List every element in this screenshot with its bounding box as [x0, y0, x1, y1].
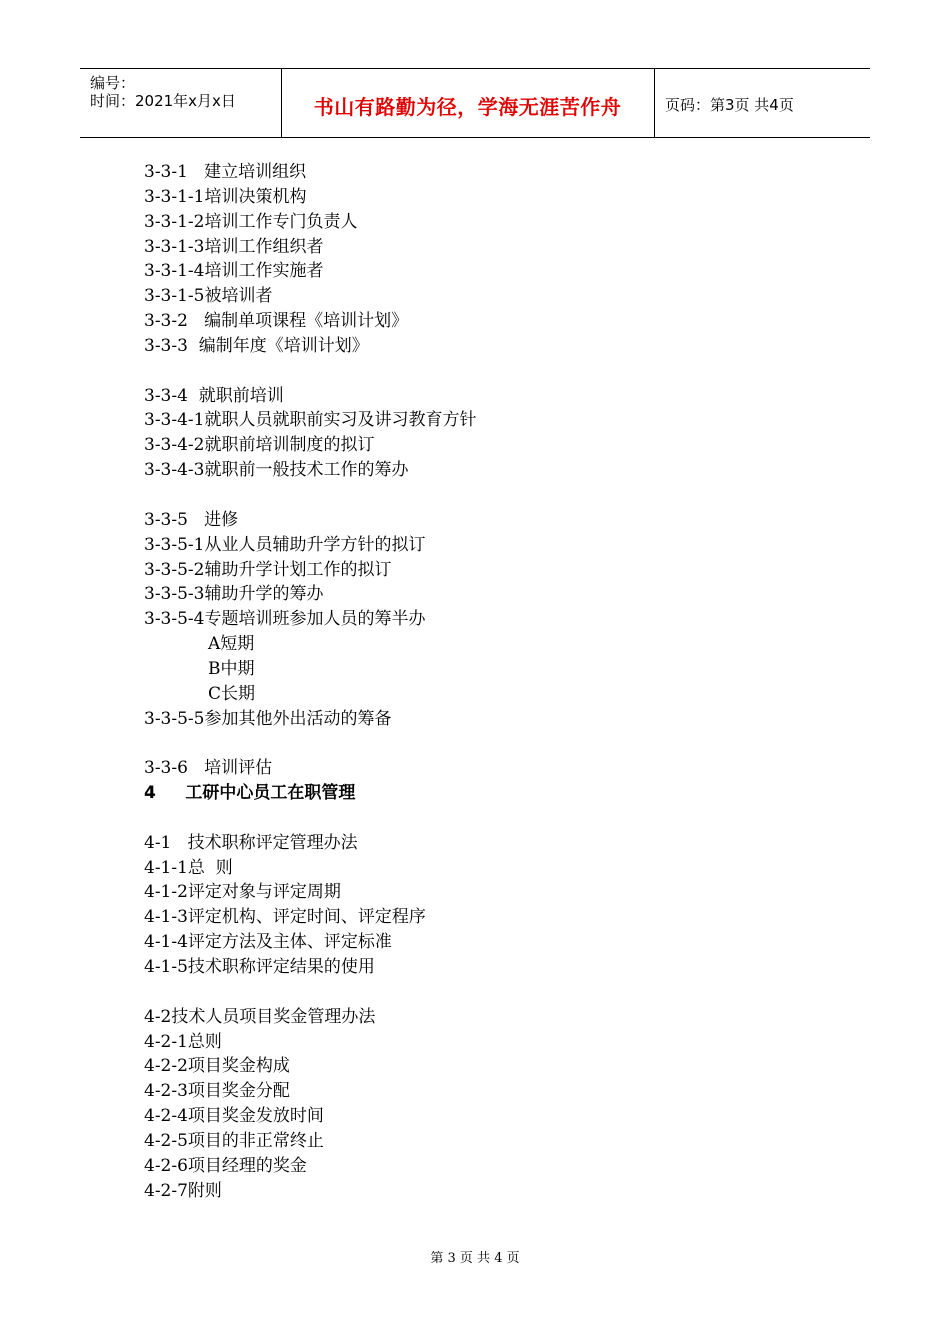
outline-item: 4-1-3评定机构、评定时间、评定程序: [144, 907, 426, 928]
outline-item: 3-3-4-2就职前培训制度的拟订: [144, 435, 375, 456]
outline-item: C长期: [208, 683, 256, 704]
outline-item: 3-3-4-1就职人员就职前实习及讲习教育方针: [144, 410, 477, 431]
outline-item: 4-2-2项目奖金构成: [144, 1056, 290, 1077]
outline-item: 3-3-1-3培训工作组织者: [144, 236, 324, 257]
outline-item: 4-1-2评定对象与评定周期: [144, 882, 341, 903]
blank-line: [144, 483, 864, 508]
outline-item: 4-1-1总 则: [144, 857, 233, 878]
outline-item: 3-3-5-1从业人员辅助升学方针的拟订: [144, 534, 426, 555]
outline-item: B中期: [208, 658, 255, 679]
outline-item: 3-3-5-3辅助升学的筹办: [144, 584, 324, 605]
outline-item: 3-3-1-2培训工作专门负责人: [144, 211, 358, 232]
outline-item: A短期: [208, 634, 255, 655]
document-body: [144, 160, 864, 1203]
blank-line: [144, 359, 864, 384]
outline-item: 4-2-6项目经理的奖金: [144, 1155, 307, 1176]
outline-item: 3-3-3 编制年度《培训计划》: [144, 335, 369, 356]
header-meta-cell: [80, 69, 282, 137]
outline-item: 3-3-5-4专题培训班参加人员的筹半办: [144, 609, 426, 630]
outline-item: 4-2-5项目的非正常终止: [144, 1130, 324, 1151]
outline-item: 3-3-5-5参加其他外出活动的筹备: [144, 708, 392, 729]
outline-item: 4-2-4项目奖金发放时间: [144, 1106, 324, 1127]
blank-line: [144, 731, 864, 756]
header-page-cell: [655, 69, 870, 137]
outline-item: 3-3-1-1培训决策机构: [144, 186, 307, 207]
outline-item: 3-3-4 就职前培训: [144, 385, 284, 406]
outline-item: 4-2-7附则: [144, 1180, 222, 1201]
outline-item: 3-3-5 进修: [144, 509, 239, 530]
blank-line: [144, 806, 864, 831]
document-time-label: 时间：2021年x月x日: [90, 92, 236, 110]
document-number-label: 编号：: [90, 74, 136, 92]
header-page-info: 页码：第3页 共4页: [665, 96, 794, 114]
blank-line: [144, 980, 864, 1005]
outline-item: 4-1-5技术职称评定结果的使用: [144, 957, 375, 977]
outline-item: 3-3-1 建立培训组织: [144, 162, 307, 182]
outline-item: 3-3-1-5被培训者: [144, 286, 273, 307]
section-heading: 4 工研中心员工在职管理: [144, 783, 356, 804]
outline-item: 4-2-3项目奖金分配: [144, 1081, 290, 1102]
outline-item: 4-2-1总则: [144, 1031, 222, 1052]
outline-item: 3-3-4-3就职前一般技术工作的筹办: [144, 460, 409, 481]
outline-item: 3-3-1-4培训工作实施者: [144, 261, 324, 282]
outline-item: 3-3-2 编制单项课程《培训计划》: [144, 311, 409, 332]
outline-item: 4-2技术人员项目奖金管理办法: [144, 1006, 376, 1027]
header-motto-cell: [281, 69, 655, 137]
page-header: [80, 68, 870, 138]
outline-item: 4-1 技术职称评定管理办法: [144, 832, 358, 853]
outline-item: 4-1-4评定方法及主体、评定标准: [144, 932, 392, 953]
outline-item: 3-3-5-2辅助升学计划工作的拟订: [144, 559, 392, 580]
page-footer: 第 3 页 共 4 页: [430, 1251, 520, 1266]
header-motto: 书山有路勤为径，学海无涯苦作舟: [313, 95, 622, 119]
outline-item: 3-3-6 培训评估: [144, 758, 273, 779]
